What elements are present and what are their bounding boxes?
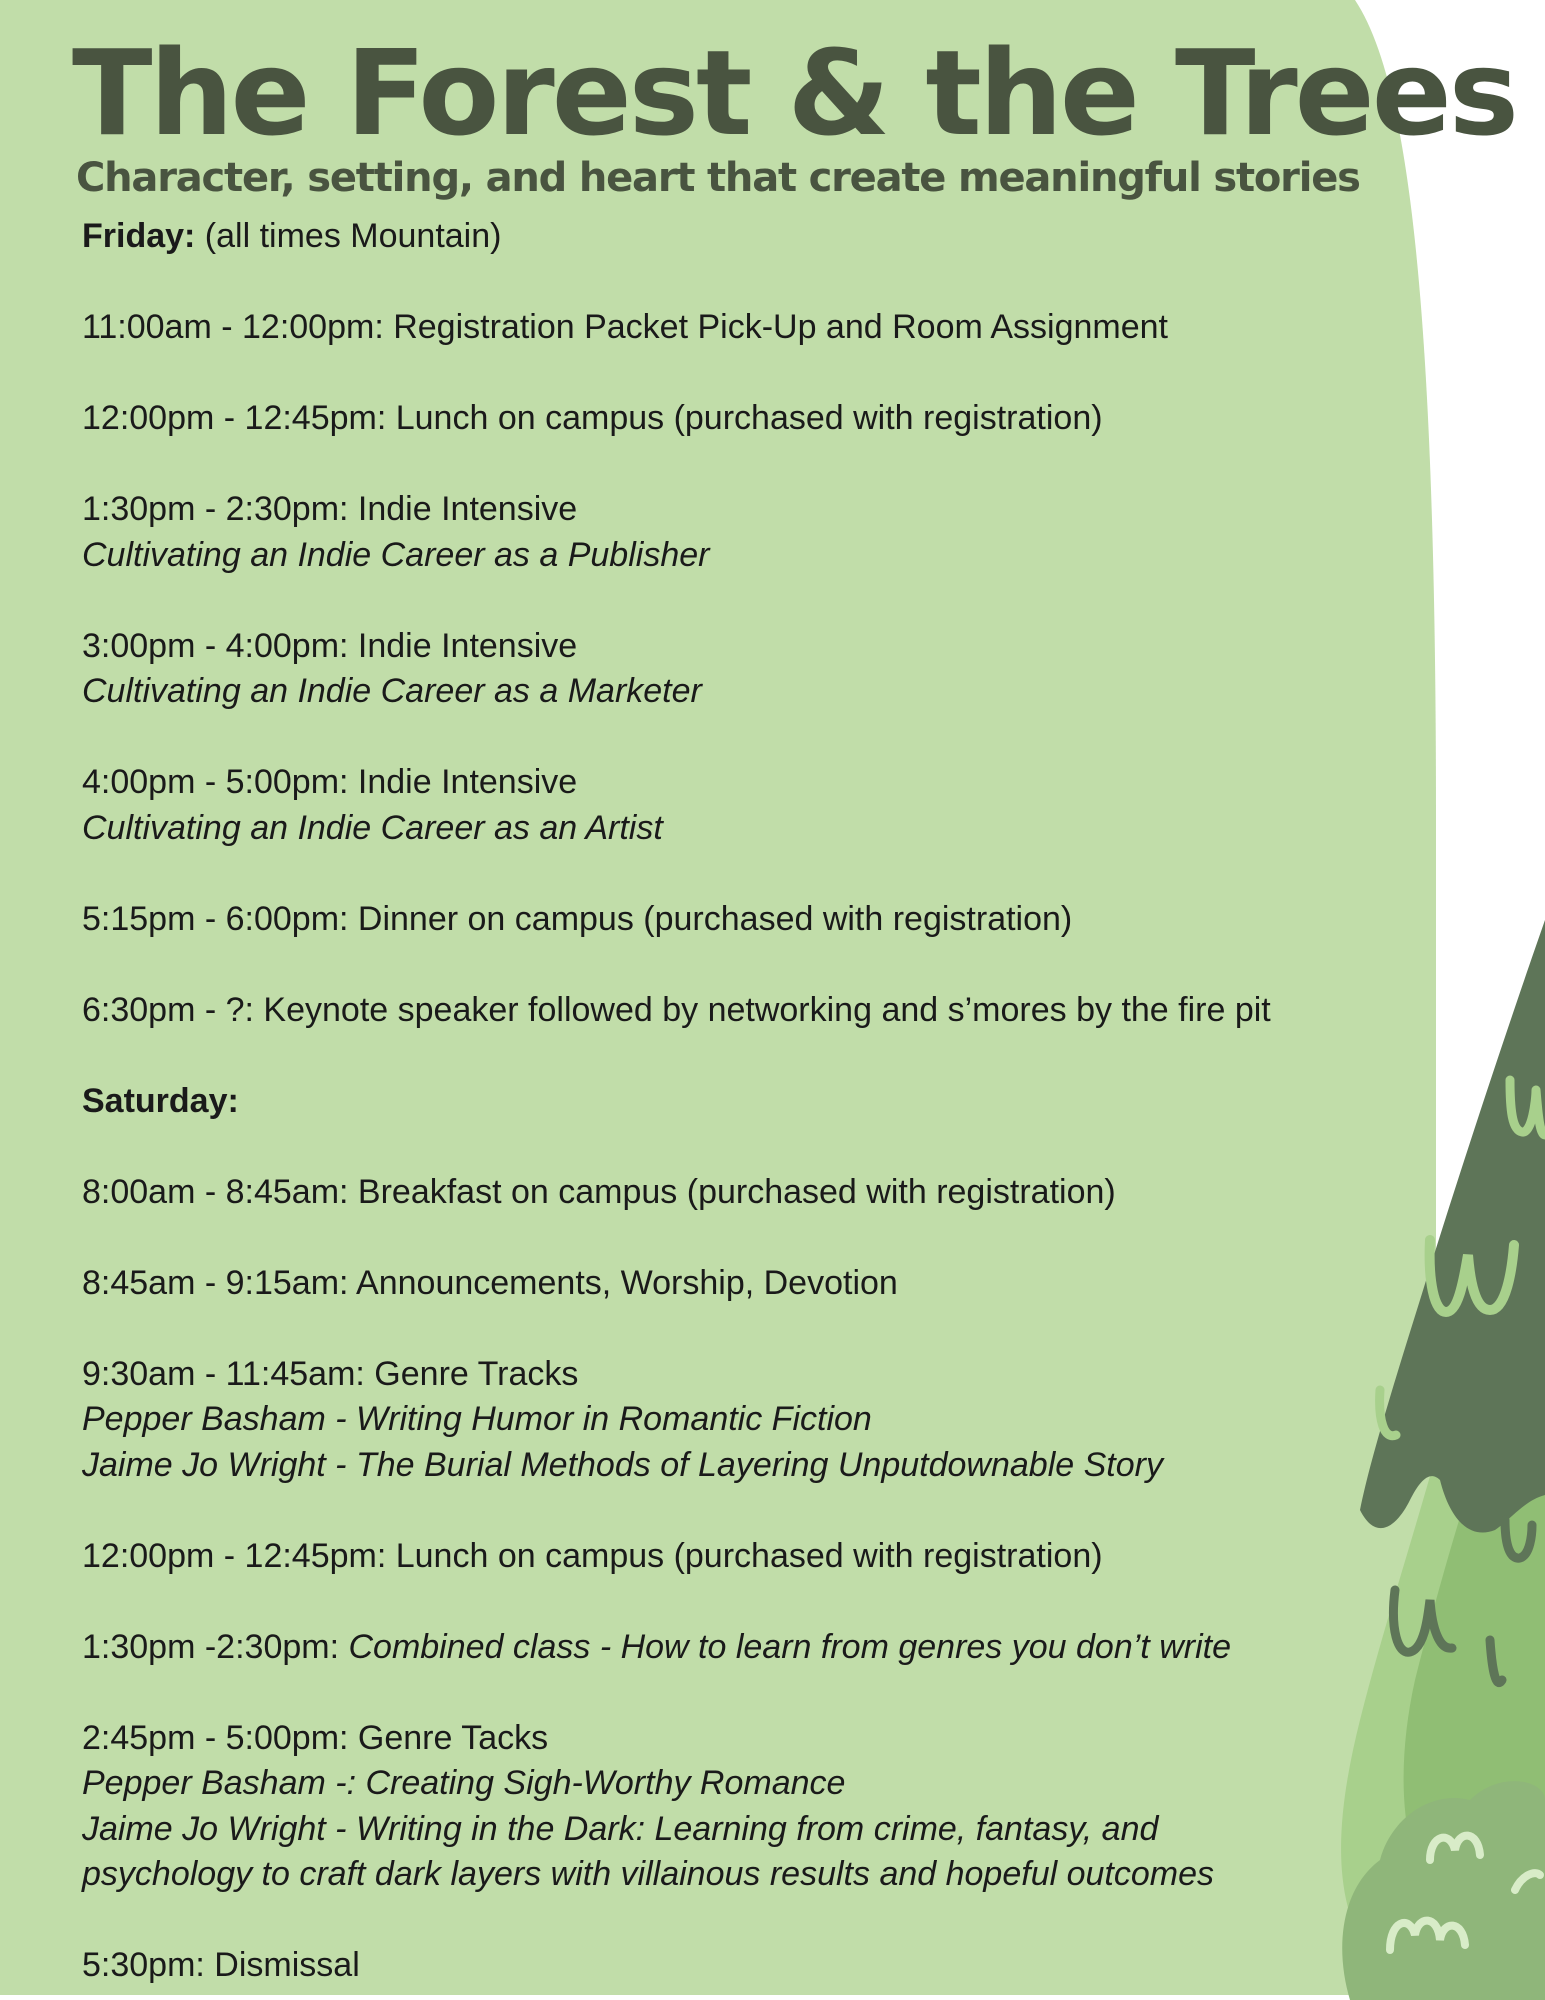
schedule-item-dismissal: 5:30pm: Dismissal [82,1946,360,1984]
schedule-item-genre-tracks-1: 9:30am - 11:45am: Genre Tracks [82,1354,579,1393]
time-zone-note: (all times Mountain) [195,217,502,255]
session-jaime-dark-line-2: psychology to craft dark layers with villainous results and hopeful outcomes [82,1855,1215,1893]
session-title-artist: Cultivating an Indie Career as an Artist [82,808,663,847]
schedule-item-intensive-3: 4:00pm - 5:00pm: Indie Intensive [82,763,578,801]
schedule-item-intensive-1: 1:30pm - 2:30pm: Indie Intensive [82,490,578,528]
session-jaime-dark-line-1: Jaime Jo Wright - Writing in the Dark: Learning from crime, fantasy, and [82,1809,1159,1848]
page-title: The Forest & the Trees [72,24,1516,162]
schedule-item-saturday-lunch: 12:00pm - 12:45pm: Lunch on campus (purchased with registration) [82,1536,1103,1575]
combined-class-title: Combined class - How to learn from genres you don’t write [348,1627,1231,1666]
schedule-item-intensive-2: 3:00pm - 4:00pm: Indie Intensive [82,626,578,665]
friday-heading: Friday: [82,217,196,255]
session-title-marketer: Cultivating an Indie Career as a Marketer [82,672,702,710]
schedule-item-registration: 11:00am - 12:00pm: Registration Packet Pick-Up and Room Assignment [82,308,1169,346]
schedule-item-keynote: 6:30pm - ?: Keynote speaker followed by networking and s’mores by the fire pit [82,990,1271,1029]
session-jaime-burial: Jaime Jo Wright - The Burial Methods of Layering Unputdownable Story [82,1445,1163,1484]
schedule-item-combined-class [82,1625,1422,1671]
combined-class-time: 1:30pm -2:30pm: [82,1627,349,1666]
page-subtitle: Character, setting, and heart that create meaningful stories [76,155,1360,201]
schedule-item-dinner: 5:15pm - 6:00pm: Dinner on campus (purchased with registration) [82,899,1073,938]
saturday-heading: Saturday: [82,1081,239,1120]
schedule-item-friday-lunch: 12:00pm - 12:45pm: Lunch on campus (purchased with registration) [82,399,1103,437]
friday-heading-line [82,214,1422,260]
session-pepper-humor: Pepper Basham - Writing Humor in Romantic Fiction [82,1400,872,1438]
schedule-item-announcements: 8:45am - 9:15am: Announcements, Worship, Devotion [82,1263,898,1302]
session-pepper-romance: Pepper Basham -: Creating Sigh-Worthy Romance [82,1764,846,1802]
schedule-item-breakfast: 8:00am - 8:45am: Breakfast on campus (purchased with registration) [82,1172,1116,1211]
session-title-publisher: Cultivating an Indie Career as a Publisher [82,535,710,574]
tree-illustration [1300,900,1545,2000]
schedule-item-genre-tracks-2: 2:45pm - 5:00pm: Genre Tacks [82,1718,549,1757]
schedule [82,214,1422,1989]
